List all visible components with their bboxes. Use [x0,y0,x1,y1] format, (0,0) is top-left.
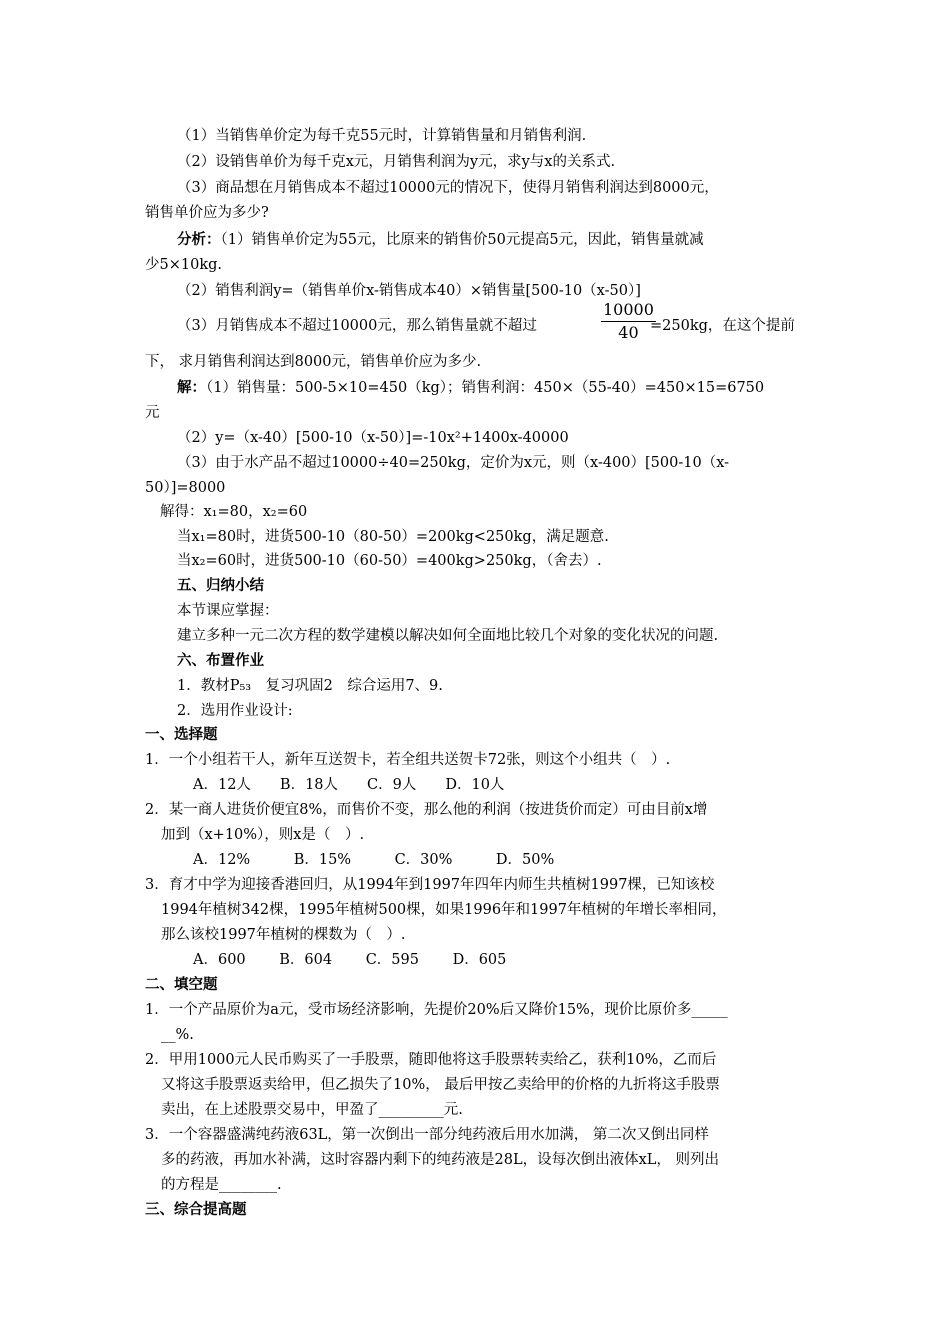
section-summary-heading: 五、归纳小结 [177,577,264,594]
solution-3-line-1: （3）由于水产品不超过10000÷40=250kg，定价为x元，则（x-400）[500-10（x- [177,455,730,471]
solution-1-line-1 [177,378,764,398]
choice-3-line-2: 1994年植树342棵，1995年植树500棵，如果1996年和1997年植树的年增长率相同， [161,902,727,918]
section-homework-heading: 六、布置作业 [177,652,264,669]
homework-2: 2．选用作业设计: [177,703,293,719]
choice-2-line-1: 2．某一商人进货价便宜8%，而售价不变，那么他的利润（按进货价而定）可由目前x增 [145,802,708,818]
fill-2-line-2: 又将这手股票返卖给甲，但乙损失了10%， 最后甲按乙卖给甲的价格的九折将这手股票 [161,1077,720,1093]
solution-3-line-2: 50）]=8000 [145,480,226,496]
section-fill-heading: 二、填空题 [145,976,218,993]
summary-line-2: 建立多种一元二次方程的数学建模以解决如何全面地比较几个对象的变化状况的问题. [177,628,719,644]
choice-3-options: A．600 B．604 C．595 D．605 [193,952,507,968]
analysis-2: （2）销售利润y=（销售单价x-销售成本40）×销售量[500-10（x-50）] [177,283,641,299]
fill-1-line-1: 1．一个产品原价为a元，受市场经济影响，先提价20%后又降价15%，现价比原价多_____ [145,1002,728,1018]
analysis-label: 分析： [177,231,221,248]
question-3-line-1: （3）商品想在月销售成本不超过10000元的情况下，使得月销售利润达到8000元， [177,180,719,196]
analysis-1-line-1 [177,230,704,250]
fraction [601,301,656,342]
question-3-line-2: 销售单价应为多少? [145,205,269,221]
solve-result: 解得：x₁=80，x₂=60 [160,504,308,520]
homework-1: 1．教材P₅₃ 复习巩固2 综合运用7、9. [177,678,443,694]
choice-3-line-3: 那么该校1997年植树的棵数为（ ）. [161,927,406,943]
fill-2-line-3: 卖出，在上述股票交易中，甲盈了_________元. [161,1102,463,1118]
choice-1-options: A．12人 B．18人 C．9人 D．10人 [193,777,505,793]
solution-label: 解： [177,379,206,396]
section-choice-heading: 一、选择题 [145,726,218,743]
fraction-numerator: 10000 [601,301,656,322]
check-x2: 当x₂=60时，进货500-10（60-50）=400kg>250kg，（舍去）. [177,553,602,569]
choice-1: 1．一个小组若干人，新年互送贺卡，若全组共送贺卡72张，则这个小组共（ ）. [145,752,671,768]
fill-3-line-3: 的方程是________. [161,1177,282,1193]
solution-1-text: （1）销售量：500-5×10=450（kg）；销售利润：450×（55-40）=450×15=6750 [206,380,765,396]
fill-3-line-2: 多的药液，再加水补满，这时容器内剩下的纯药液是28L，设每次倒出液体xL， 则列出 [161,1152,719,1168]
analysis-1-line-2: 少5×10kg. [145,257,223,273]
check-x1: 当x₁=80时，进货500-10（80-50）=200kg<250kg，满足题意. [177,529,609,545]
choice-2-line-2: 加到（x+10%），则x是（ ）. [161,827,365,843]
choice-2-options: A．12% B．15% C．30% D．50% [193,852,555,868]
question-2: （2）设销售单价为每千克x元，月销售利润为y元，求y与x的关系式. [177,154,616,170]
section-comprehensive-heading: 三、综合提高题 [145,1201,247,1218]
fill-2-line-1: 2．甲用1000元人民币购买了一手股票，随即他将这手股票转卖给乙，获利10%，乙而后 [145,1052,717,1068]
choice-3-line-1: 3．育才中学为迎接香港回归，从1994年到1997年四年内师生共植树1997棵，已知该校 [145,877,715,893]
analysis-3-suffix: =250kg，在这个提前 [650,318,795,334]
fraction-denominator: 40 [618,323,639,342]
analysis-3-prefix: （3）月销售成本不超过10000元，那么销售量就不超过 [177,318,537,334]
analysis-1-text: （1）销售单价定为55元，比原来的销售价50元提高5元，因此，销售量就减 [220,232,704,248]
solution-2: （2）y=（x-40）[500-10（x-50）]=-10x²+1400x-40000 [177,430,569,446]
summary-line-1: 本节课应掌握： [177,603,279,619]
question-1: （1）当销售单价定为每千克55元时，计算销售量和月销售利润. [177,128,587,144]
fill-3-line-1: 3．一个容器盛满纯药液63L，第一次倒出一部分纯药液后用水加满， 第二次又倒出同样 [145,1127,709,1143]
fill-1-line-2: __%. [161,1027,194,1043]
solution-1-line-2: 元 [145,405,160,421]
analysis-3-line-2: 下， 求月销售利润达到8000元，销售单价应为多少. [145,354,482,370]
